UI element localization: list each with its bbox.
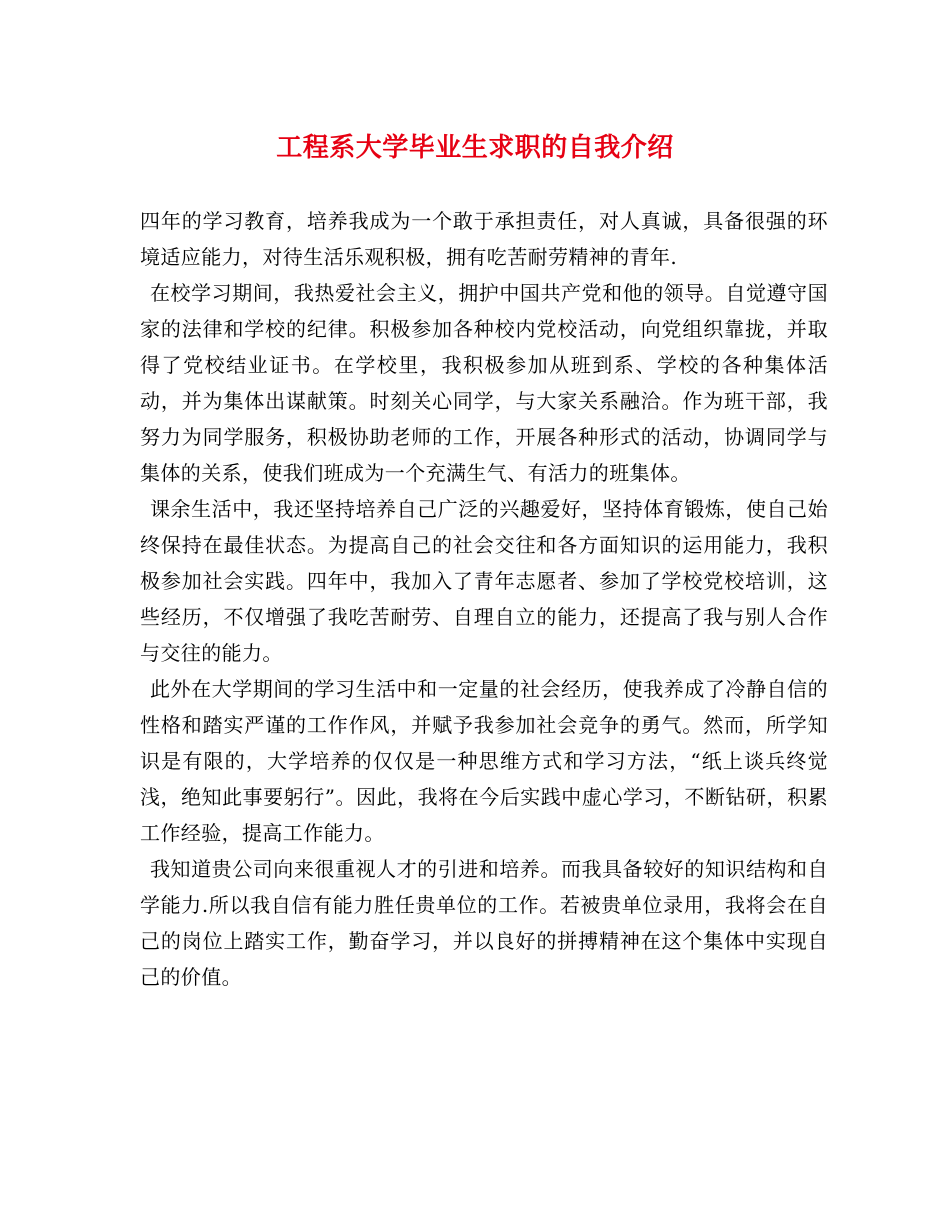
paragraph-school-period: 在校学习期间，我热爱社会主义，拥护中国共产党和他的领导。自觉遵守国家的法律和学校的纪律。积极参加各种校内党校活动，向党组织靠拢，并取得了党校结业证书。在学校里，我积极参加从班到系、学校的各种集体活动，并为集体出谋献策。时刻关心同学，与大家关系融洽。作为班干部，我努力为同学服务，积极协助老师的工作，开展各种形式的活动，协调同学与集体的关系，使我们班成为一个充满生气、有活力的班集体。	[140, 281, 828, 485]
document-body	[140, 203, 828, 995]
paragraph-closing: 我知道贵公司向来很重视人才的引进和培养。而我具备较好的知识结构和自学能力.所以我自信有能力胜任贵单位的工作。若被贵单位录用，我将会在自己的岗位上踏实工作，勤奋学习，并以良好的拼搏精神在这个集体中实现自己的价值。	[140, 857, 828, 989]
paragraph-character: 此外在大学期间的学习生活中和一定量的社会经历，使我养成了冷静自信的性格和踏实严谨的工作作风，并赋予我参加社会竞争的勇气。然而，所学知识是有限的，大学培养的仅仅是一种思维方式和学习方法，“纸上谈兵终觉浅，绝知此事要躬行”。因此，我将在今后实践中虚心学习，不断钻研，积累工作经验，提高工作能力。	[140, 677, 828, 845]
paragraph-intro: 四年的学习教育，培养我成为一个敢于承担责任，对人真诚，具备很强的环境适应能力，对待生活乐观积极，拥有吃苦耐劳精神的青年.	[140, 209, 828, 269]
paragraph-extracurricular: 课余生活中，我还坚持培养自己广泛的兴趣爱好，坚持体育锻炼，使自己始终保持在最佳状态。为提高自己的社会交往和各方面知识的运用能力，我积极参加社会实践。四年中，我加入了青年志愿者、参加了学校党校培训，这些经历，不仅增强了我吃苦耐劳、自理自立的能力，还提高了我与别人合作与交往的能力。	[140, 497, 828, 665]
document-title: 工程系大学毕业生求职的自我介绍	[276, 133, 674, 163]
